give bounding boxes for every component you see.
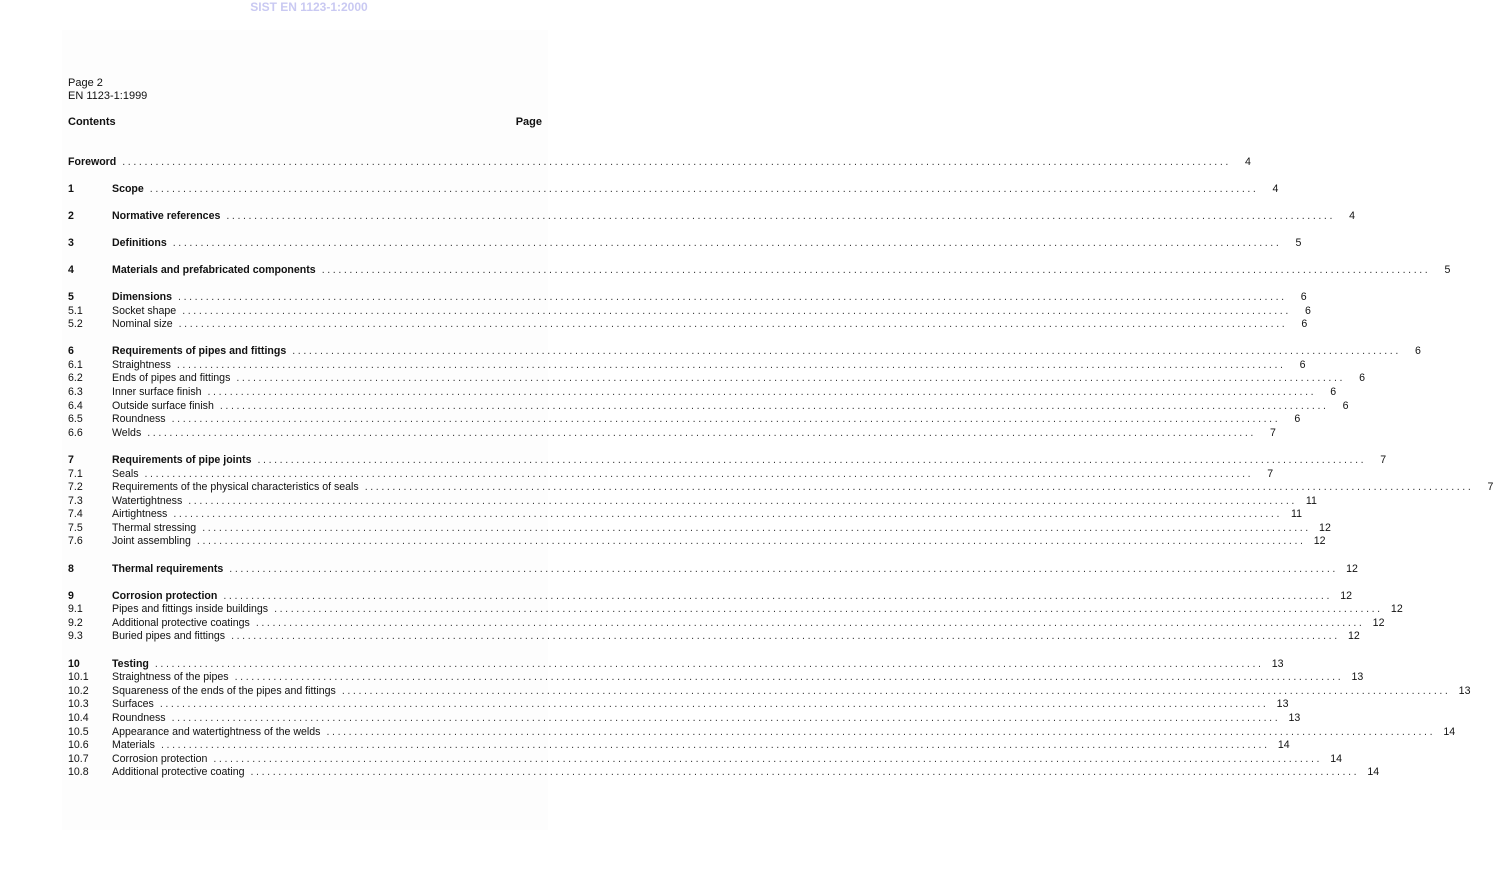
toc-entry[interactable] [68, 494, 1317, 509]
page-ref: 12 [1346, 562, 1358, 575]
section-title: Straightness [112, 358, 171, 371]
section-title: Requirements of the physical characteristics of seals [112, 481, 359, 494]
toc-entry[interactable] [68, 766, 1380, 780]
section-title: Welds [112, 426, 142, 439]
toc-section [68, 345, 1421, 440]
page-ref: 13 [1271, 657, 1284, 670]
toc-section [68, 155, 1251, 170]
toc-entry[interactable] [68, 182, 1279, 197]
dot-leader: ........................................................................................................................................................................................................ [255, 616, 1365, 629]
standard-id: EN 1123-1:1999 [68, 90, 148, 102]
section-title: Testing [112, 657, 149, 670]
dot-leader: ........................................................................................................................................................................................................ [341, 684, 1451, 697]
table-of-contents [68, 142, 1493, 780]
toc-entry[interactable] [68, 372, 1366, 386]
page-ref: 4 [1245, 155, 1251, 168]
contents-heading: Contents [68, 116, 116, 128]
page-ref: 6 [1299, 358, 1306, 371]
page-ref: 6 [1414, 345, 1421, 358]
section-title: Socket shape [112, 304, 177, 317]
section-title: Materials [112, 739, 155, 752]
dot-leader: ........................................................................................................................................................................................................ [364, 481, 1474, 494]
section-title: Airtightness [112, 508, 168, 521]
section-number: 10.2 [68, 684, 89, 697]
section-number: 10.5 [68, 725, 89, 738]
page-ref: 12 [1313, 535, 1326, 548]
toc-entry[interactable] [68, 263, 1451, 278]
toc-entry[interactable] [68, 358, 1306, 373]
section-number: 4 [68, 263, 74, 276]
page-ref: 5 [1295, 236, 1302, 249]
dot-leader: ........................................................................................................................................................................................................ [171, 711, 1281, 724]
dot-leader: ........................................................................................................................................................................................................ [202, 521, 1311, 534]
toc-entry[interactable] [68, 711, 1301, 726]
section-number: 10.1 [68, 671, 89, 684]
page-ref: 14 [1367, 766, 1380, 779]
page-ref: 13 [1458, 684, 1471, 697]
section-number: 7 [68, 453, 74, 466]
toc-entry[interactable] [68, 752, 1343, 767]
toc-entry[interactable] [68, 318, 1308, 332]
dot-leader: ........................................................................................................................................................................................................ [326, 725, 1436, 738]
section-title: Thermal stressing [112, 521, 197, 534]
dot-leader: ........................................................................................................................................................................................................ [182, 304, 1291, 317]
dot-leader: ........................................................................................................................................................................................................ [122, 155, 1231, 168]
section-number: 7.6 [68, 535, 83, 548]
section-number: 6.5 [68, 413, 83, 426]
toc-entry[interactable] [68, 521, 1331, 536]
section-number: 5 [68, 290, 74, 303]
dot-leader: ........................................................................................................................................................................................................ [159, 698, 1269, 711]
page-ref: 6 [1294, 413, 1301, 426]
page-ref: 14 [1277, 739, 1290, 752]
section-title: Roundness [112, 413, 166, 426]
toc-entry[interactable] [68, 657, 1284, 672]
toc-section [68, 209, 1356, 224]
section-title: Squareness of the ends of the pipes and fittings [112, 684, 336, 697]
page-ref: 11 [1305, 494, 1317, 507]
dot-leader: ........................................................................................................................................................................................................ [149, 182, 1259, 195]
dot-leader: ........................................................................................................................................................................................................ [226, 209, 1336, 222]
toc-entry[interactable] [68, 603, 1403, 617]
toc-entry[interactable] [68, 630, 1360, 644]
section-title: Corrosion protection [112, 589, 218, 602]
toc-entry[interactable] [68, 725, 1456, 740]
page-ref: 13 [1351, 671, 1364, 684]
dot-leader: ........................................................................................................................................................................................................ [231, 630, 1340, 643]
dot-leader: ........................................................................................................................................................................................................ [176, 358, 1286, 371]
section-title: Additional protective coatings [112, 616, 250, 629]
section-title: Thermal requirements [112, 562, 224, 575]
section-number: 1 [68, 182, 74, 195]
toc-entry[interactable] [68, 236, 1302, 251]
section-number: 6.2 [68, 372, 83, 385]
toc-entry[interactable] [68, 684, 1471, 699]
toc-entry[interactable] [68, 426, 1276, 441]
page-ref: 11 [1291, 508, 1303, 521]
dot-leader: ........................................................................................................................................................................................................ [274, 603, 1383, 616]
toc-section [68, 290, 1311, 332]
page-ref: 4 [1349, 209, 1356, 222]
section-number: 9.3 [68, 630, 83, 643]
toc-entry[interactable] [68, 290, 1307, 305]
dot-leader: ........................................................................................................................................................................................................ [234, 671, 1344, 684]
dot-leader: ........................................................................................................................................................................................................ [257, 453, 1367, 466]
toc-section [68, 453, 1493, 549]
dot-leader: ........................................................................................................................................................................................................ [171, 413, 1281, 426]
section-number: 10.8 [68, 766, 89, 779]
page-ref: 6 [1330, 386, 1337, 399]
toc-entry[interactable] [68, 345, 1421, 359]
dot-leader: ........................................................................................................................................................................................................ [147, 426, 1256, 439]
section-title: Buried pipes and fittings [112, 630, 226, 643]
toc-entry[interactable] [68, 399, 1349, 414]
section-title: Watertightness [112, 494, 183, 507]
section-title: Straightness of the pipes [112, 671, 229, 684]
section-number: 7.3 [68, 494, 83, 507]
section-title: Materials and prefabricated components [112, 263, 316, 276]
section-title: Appearance and watertightness of the welds [112, 725, 321, 738]
section-number: 10.4 [68, 711, 89, 724]
toc-entry[interactable] [68, 671, 1364, 685]
toc-entry[interactable] [68, 453, 1387, 468]
dot-leader: ........................................................................................................................................................................................................ [213, 752, 1323, 765]
page-ref: 5 [1444, 263, 1451, 276]
page-ref: 14 [1330, 752, 1343, 765]
toc-entry[interactable] [68, 467, 1274, 482]
toc-section [68, 562, 1358, 577]
section-title: Requirements of pipe joints [112, 453, 252, 466]
page-ref: 6 [1342, 399, 1349, 412]
section-number: 10.6 [68, 739, 89, 752]
section-number: 8 [68, 562, 74, 575]
section-number: 9.2 [68, 616, 83, 629]
watermark: SIST EN 1123-1:2000 [250, 0, 368, 14]
toc-entry[interactable] [68, 508, 1303, 522]
toc-entry[interactable] [68, 386, 1337, 400]
toc-section [68, 236, 1302, 251]
page-ref: 7 [1487, 481, 1493, 494]
page-ref: 7 [1267, 467, 1274, 480]
toc-entry[interactable] [68, 481, 1493, 495]
section-title: Foreword [68, 155, 117, 168]
dot-leader: ........................................................................................................................................................................................................ [160, 739, 1270, 752]
toc-section [68, 263, 1451, 278]
section-number: 6.6 [68, 426, 83, 439]
section-number: 10 [68, 657, 80, 670]
section-number: 6.1 [68, 358, 83, 371]
section-number: 5.1 [68, 304, 83, 317]
toc-section [68, 657, 1471, 780]
section-title: Pipes and fittings inside buildings [112, 603, 269, 616]
dot-leader: ........................................................................................................................................................................................................ [236, 372, 1346, 385]
section-number: 10.3 [68, 698, 89, 711]
page-ref: 13 [1288, 711, 1301, 724]
page-ref: 7 [1380, 453, 1387, 466]
page-ref: 6 [1300, 290, 1307, 303]
section-title: Outside surface finish [112, 399, 214, 412]
section-number: 7.2 [68, 481, 83, 494]
section-title: Joint assembling [112, 535, 191, 548]
section-title: Roundness [112, 711, 166, 724]
dot-leader: ........................................................................................................................................................................................................ [321, 263, 1431, 276]
dot-leader: ........................................................................................................................................................................................................ [229, 562, 1338, 575]
section-number: 7.1 [68, 467, 83, 480]
section-number: 2 [68, 209, 74, 222]
page-column-heading: Page [515, 116, 542, 128]
section-title: Additional protective coating [112, 766, 245, 779]
section-number: 9.1 [68, 603, 83, 616]
section-number: 9 [68, 589, 74, 602]
section-number: 6.3 [68, 386, 83, 399]
section-title: Definitions [112, 236, 167, 249]
section-number: 6.4 [68, 399, 83, 412]
section-number: 5.2 [68, 318, 83, 331]
dot-leader: ........................................................................................................................................................................................................ [219, 399, 1329, 412]
page-ref: 6 [1304, 304, 1311, 317]
page-ref: 12 [1340, 589, 1353, 602]
section-number: 3 [68, 236, 74, 249]
dot-leader: ........................................................................................................................................................................................................ [250, 766, 1360, 779]
dot-leader: ........................................................................................................................................................................................................ [188, 494, 1297, 507]
toc-entry[interactable] [68, 304, 1311, 319]
page-ref: 12 [1319, 521, 1331, 534]
dot-leader: ........................................................................................................................................................................................................ [178, 318, 1288, 331]
section-title: Ends of pipes and fittings [112, 372, 231, 385]
page-ref: 6 [1359, 372, 1366, 385]
page-ref: 12 [1390, 603, 1403, 616]
toc-entry[interactable] [68, 698, 1289, 712]
section-title: Requirements of pipes and fittings [112, 345, 287, 358]
dot-leader: ........................................................................................................................................................................................................ [178, 290, 1287, 303]
dot-leader: ........................................................................................................................................................................................................ [196, 535, 1306, 548]
dot-leader: ........................................................................................................................................................................................................ [292, 345, 1401, 358]
toc-entry[interactable] [68, 535, 1326, 549]
section-title: Dimensions [112, 290, 173, 303]
toc-entry[interactable] [68, 589, 1353, 604]
toc-entry[interactable] [68, 209, 1356, 224]
page-ref: 14 [1443, 725, 1456, 738]
toc-entry[interactable] [68, 616, 1385, 631]
section-number: 10.7 [68, 752, 89, 765]
toc-entry[interactable] [68, 739, 1290, 753]
section-title: Nominal size [112, 318, 173, 331]
section-number: 7.5 [68, 521, 83, 534]
section-number: 6 [68, 345, 74, 358]
page-ref: 6 [1301, 318, 1308, 331]
section-title: Scope [112, 182, 144, 195]
toc-section [68, 182, 1279, 197]
section-title: Surfaces [112, 698, 154, 711]
page-ref: 12 [1347, 630, 1360, 643]
dot-leader: ........................................................................................................................................................................................................ [172, 236, 1282, 249]
dot-leader: ........................................................................................................................................................................................................ [173, 508, 1283, 521]
page-ref: 4 [1272, 182, 1279, 195]
toc-entry[interactable] [68, 413, 1301, 427]
section-title: Inner surface finish [112, 386, 202, 399]
page-ref: 12 [1372, 616, 1385, 629]
dot-leader: ........................................................................................................................................................................................................ [144, 467, 1254, 480]
section-title: Seals [112, 467, 139, 480]
section-title: Normative references [112, 209, 221, 222]
dot-leader: ........................................................................................................................................................................................................ [207, 386, 1317, 399]
page-ref: 13 [1276, 698, 1289, 711]
page-number: Page 2 [68, 77, 103, 89]
dot-leader: ........................................................................................................................................................................................................ [154, 657, 1264, 670]
section-title: Corrosion protection [112, 752, 208, 765]
dot-leader: ........................................................................................................................................................................................................ [223, 589, 1333, 602]
page-ref: 7 [1270, 426, 1276, 439]
toc-entry[interactable] [68, 562, 1358, 577]
section-number: 7.4 [68, 508, 83, 521]
toc-entry[interactable] [68, 155, 1251, 170]
toc-section [68, 589, 1403, 644]
